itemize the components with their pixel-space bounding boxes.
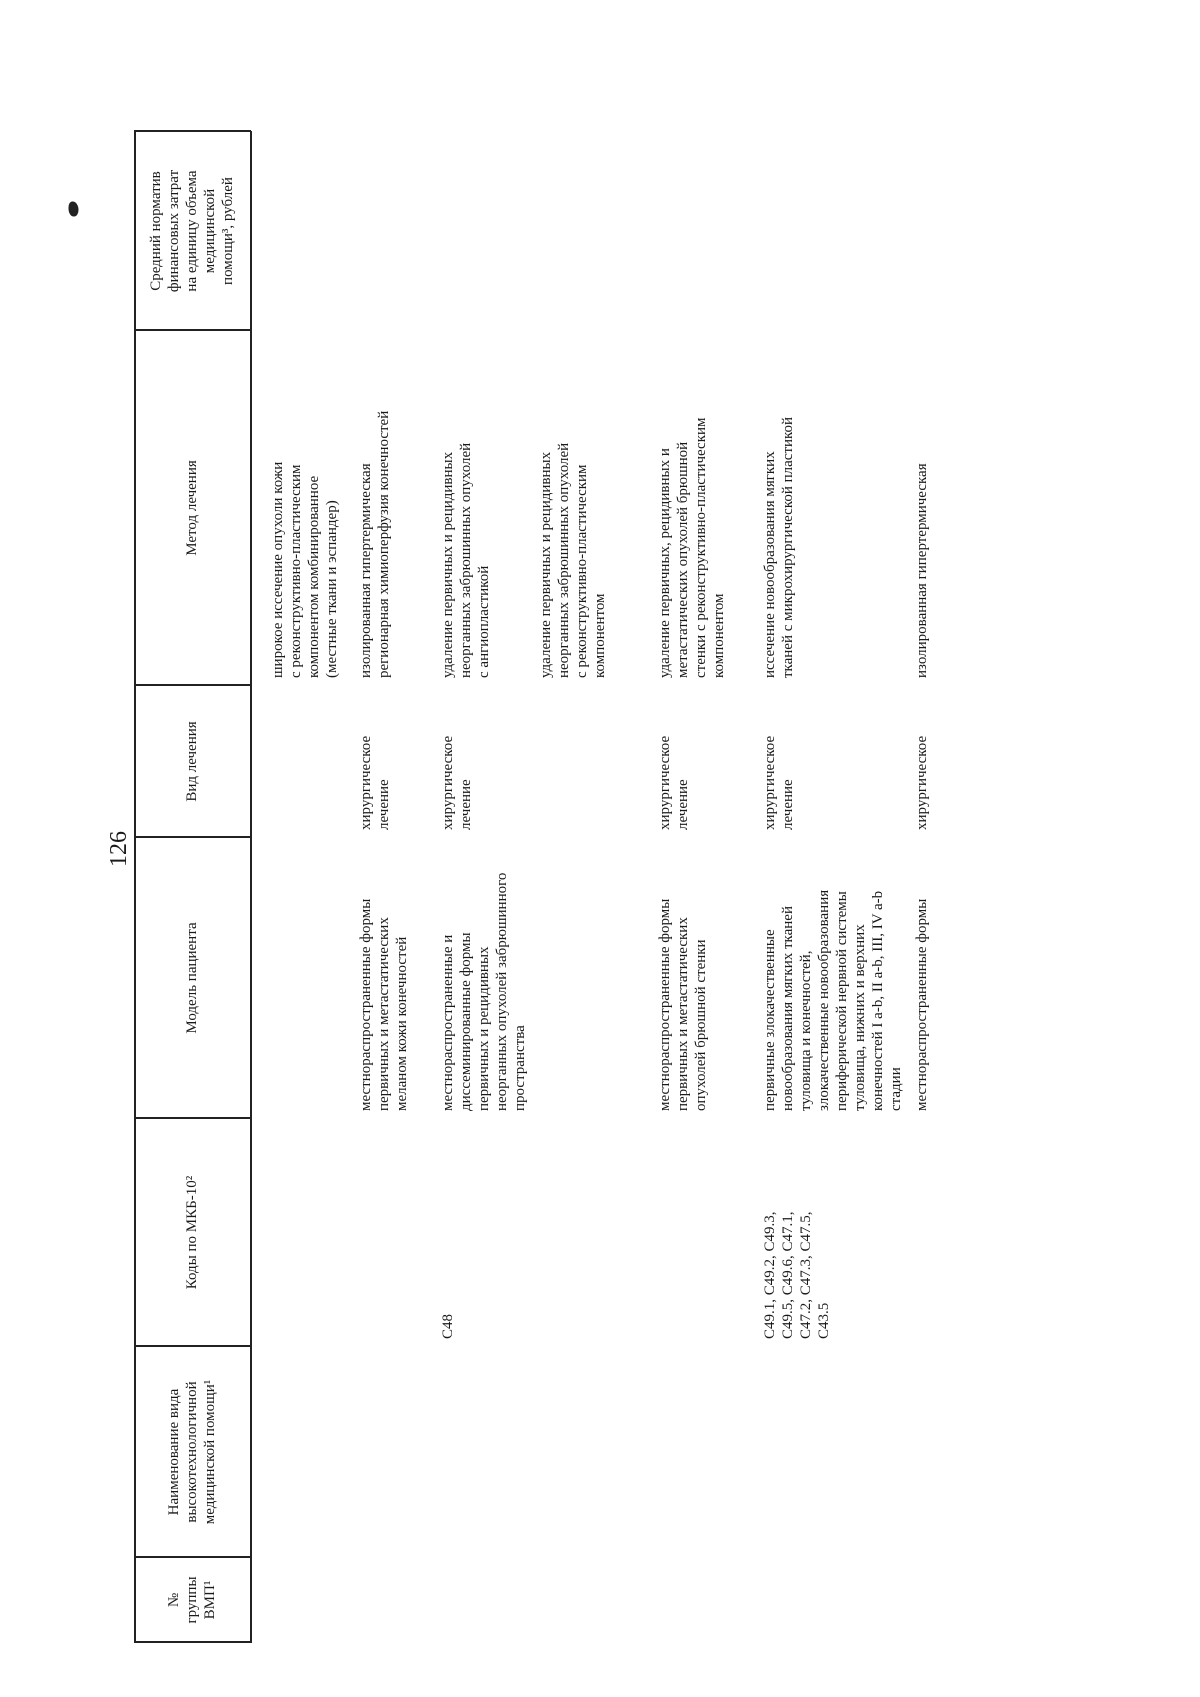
header-treatment-type: Вид лечения <box>184 721 200 802</box>
scan-artifact-mark <box>69 202 79 217</box>
table-row-0-treatment-method: широкое иссечение опухоли кожи с реконструктивно-пластическим компонентом комбинированное (местные ткани и эспандер) <box>270 461 340 678</box>
header-cost-norm: Средний норматив финансовых затрат на единицу объема медицинской помощи³, рублей <box>148 169 236 293</box>
table-row-3-treatment-method: удаление первичных и рецидивных неорганных забрюшинных опухолей с реконструктивно-пластическим компонентом <box>538 442 608 678</box>
table-row-5-treatment-method: иссечение новообразования мягких тканей с микрохирургической пластикой <box>762 416 796 678</box>
table-row-2-treatment-type: хирургическое лечение <box>440 735 474 830</box>
table-row-2-treatment-method: удаление первичных и рецидивных неорганных забрюшинных опухолей с ангиопластикой <box>440 442 492 678</box>
table-row-1-patient-model: местнораспространенные формы первичных и метастатических меланом кожи конечностей <box>358 898 410 1111</box>
table-row-5-patient-model: первичные злокачественные новообразования мягких тканей туловища и конечностей, злокачественные новообразования периферической нервной системы туловища, нижних и верхних конечностей I a-b, II a-b, III, IV a-b стадии <box>762 889 904 1111</box>
table-row-4-treatment-method: удаление первичных, рецидивных и метастатических опухолей брюшной стенки с реконструктивно-пластическим компонентом <box>657 417 727 678</box>
table-row-6-treatment-type: хирургическое <box>914 735 930 830</box>
header-patient-model: Модель пациента <box>184 922 200 1034</box>
table-row-4-patient-model: местнораспространенные формы первичных и метастатических опухолей брюшной стенки <box>657 898 709 1111</box>
header-bottom-border <box>250 131 252 1643</box>
header-icd-codes: Коды по МКБ-10² <box>184 1175 200 1290</box>
table-row-5-treatment-type: хирургическое лечение <box>762 735 796 830</box>
table-row-1-treatment-method: изолированная гипертермическая регионарная химиоперфузия конечностей <box>358 410 392 678</box>
table-row-4-treatment-type: хирургическое лечение <box>657 735 691 830</box>
header-group-number: № группы ВМП¹ <box>166 1576 218 1624</box>
header-vmp-name: Наименование вида высокотехнологичной медицинской помощи¹ <box>166 1379 218 1525</box>
table-row-6-treatment-method: изолированная гипертермическая <box>914 463 930 678</box>
table-row-2-icd-codes: C48 <box>440 1313 456 1339</box>
table-row-1-treatment-type: хирургическое лечение <box>358 735 392 830</box>
table-row-5-icd-codes: C49.1, C49.2, C49.3, C49.5, C49.6, C47.1, C47.2, C47.3, C47.5, C43.5 <box>762 1211 832 1339</box>
header-treatment-method: Метод лечения <box>184 460 200 556</box>
table-row-2-patient-model: местнораспространенные и диссеминированные формы первичных и рецидивных неорганных опухолей забрюшинного пространства <box>440 872 528 1111</box>
page-number: 126 <box>106 831 132 867</box>
table-row-6-patient-model: местнораспространенные формы <box>914 898 930 1111</box>
